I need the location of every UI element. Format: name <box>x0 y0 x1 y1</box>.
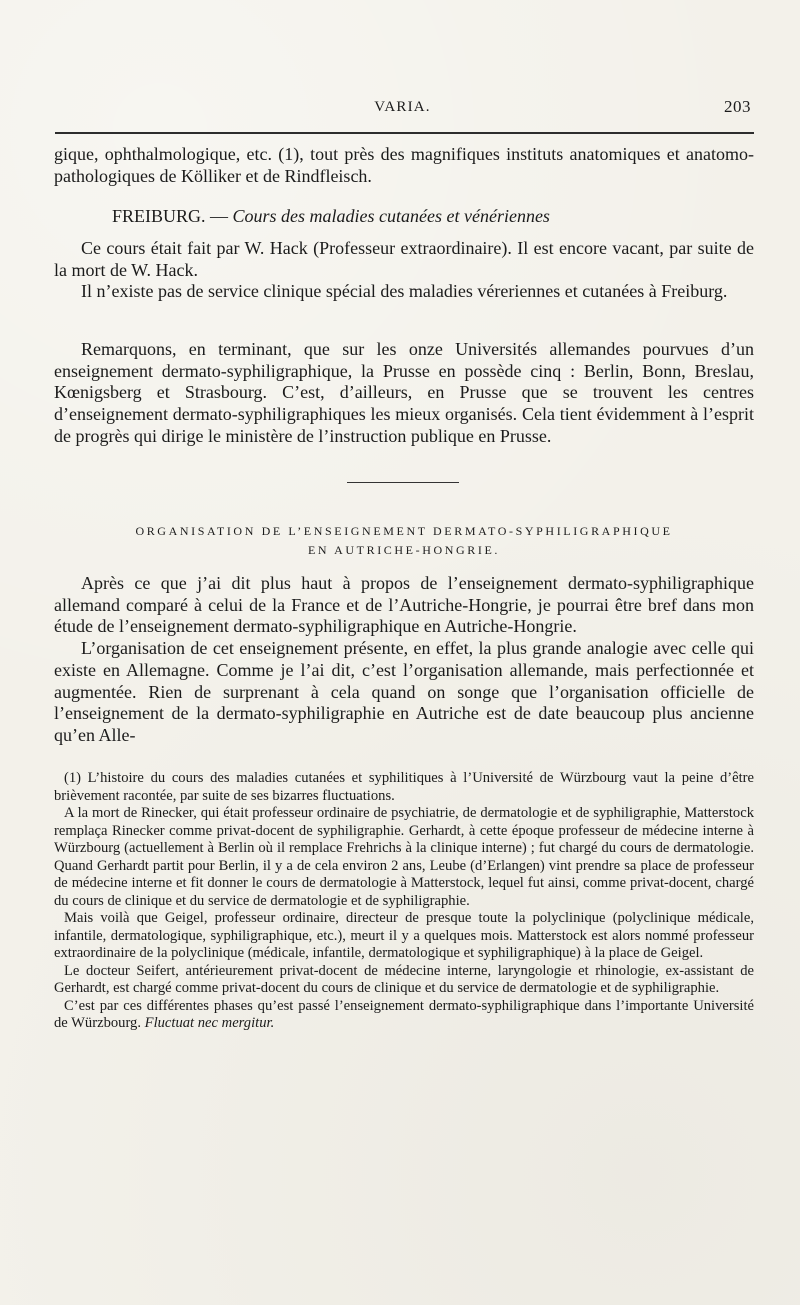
footnotes <box>54 770 754 1033</box>
footnote-motto: Fluctuat nec mergitur. <box>144 1015 275 1031</box>
section-divider <box>347 482 459 483</box>
paragraph-austria <box>54 573 754 747</box>
footnote-text: C’est par ces différentes phases qu’est passé l’enseignement dermato-syphiligraphique dans l’importante Université de Würzbourg. <box>54 997 754 1031</box>
footnote: Le docteur Seifert, antérieurement privat-docent de médecine interne, laryngologie et rhinologie, ex-assistant de Gerhardt, est chargé comme privat-docent du cours de clinique et du service de dermatologie et de syphiligraphie. <box>54 962 754 996</box>
paragraph-text: Il n’existe pas de service clinique spécial des maladies véreriennes et cutanées à Freiburg. <box>81 281 728 302</box>
paragraph-text: Remarquons, en terminant, que sur les onze Universités allemandes pourvues d’un enseignement dermato-syphiligraphique, la Prusse en possède cinq : Berlin, Bonn, Breslau, Kœnigsberg et Strasbourg. C’est, d’ailleurs, en Prusse que se trouvent les centres d’enseignement dermato-syphiligraphiques les mieux organisés. Cela tient évidemment à l’esprit de progrès qui dirige le ministère de l’instruction publique en Prusse. <box>54 339 754 446</box>
footnote <box>54 998 754 1033</box>
running-title: VARIA. <box>374 99 431 115</box>
paragraph-text: Ce cours était fait par W. Hack (Professeur extraordinaire). Il est encore vacant, par suite de la mort de W. Hack. <box>54 238 754 280</box>
footnote: A la mort de Rinecker, qui était professeur ordinaire de psychiatrie, de dermatologie et de syphiligraphie, Matterstock remplaça Rinecker comme privat-docent de syphiligraphie. Gerhardt, à cette époque professeur de médecine interne à Würzbourg (actuellement à Berlin où il remplace Frehrichs à la clinique interne) ; fut chargé du cours de dermatologie. Quand Gerhardt partit pour Berlin, il y a de cela environ 2 ans, Leube (d’Erlangen) vint prendre sa place de professeur de médecine interne et fit donner le cours de dermatologie à Matterstock, lequel fut ainsi, comme privat-docent, chargé du cours de clinique et du service de dermatologie et de syphiligraphie. <box>54 805 754 909</box>
paragraph-text: L’organisation de cet enseignement présente, en effet, la plus grande analogie avec celle qui existe en Allemagne. Comme je l’ai dit, c’est l’organisation allemande, mais perfectionnée et augmentée. Rien de surprenant à cela quand on songe que l’organisation officielle de l’enseignement de la dermato-syphiligraphie en Autriche est de date beaucoup plus ancienne qu’en Alle- <box>54 638 754 745</box>
paragraph-wurzburg-end <box>54 144 754 187</box>
section-title-line: EN AUTRICHE-HONGRIE. <box>308 543 500 557</box>
section-title-line: ORGANISATION DE L’ENSEIGNEMENT DERMATO-SYPHILIGRAPHIQUE <box>135 524 673 538</box>
freiburg-heading <box>54 205 754 227</box>
freiburg-text <box>54 238 754 303</box>
header-rule <box>55 132 754 134</box>
paragraph-text: Après ce que j’ai dit plus haut à propos de l’enseignement dermato-syphiligraphique allemand comparé à celui de la France et de l’Autriche-Hongrie, je pourrai être bref dans mon étude de l’enseignement dermato-syphiligraphique en Autriche-Hongrie. <box>54 573 754 637</box>
section-title <box>54 522 754 560</box>
paragraph-text: gique, ophthalmologique, etc. (1), tout près des magnifiques instituts anatomiques et anatomo-pathologiques de Kölliker et de Rindfleisch. <box>54 144 754 186</box>
freiburg-course-title: Cours des maladies cutanées et vénériennes <box>232 206 550 226</box>
freiburg-city: FREIBURG. — <box>112 206 229 226</box>
running-header <box>52 96 753 120</box>
paragraph-conclusion-germany <box>54 339 754 448</box>
page-number: 203 <box>724 97 751 116</box>
footnote: Mais voilà que Geigel, professeur ordinaire, directeur de presque toute la polyclinique (polyclinique médicale, infantile, dermatologique, syphiligraphique, etc.), meurt il y a quelques mois. Matterstock est alors nommé professeur extraordinaire de la polyclinique (médicale, infantile, dermatologique et syphiligraphique) à la place de Geigel. <box>54 910 754 961</box>
footnote: (1) L’histoire du cours des maladies cutanées et syphilitiques à l’Université de Würzbourg vaut la peine d’être brièvement racontée, par suite de ses bizarres fluctuations. <box>54 770 754 804</box>
